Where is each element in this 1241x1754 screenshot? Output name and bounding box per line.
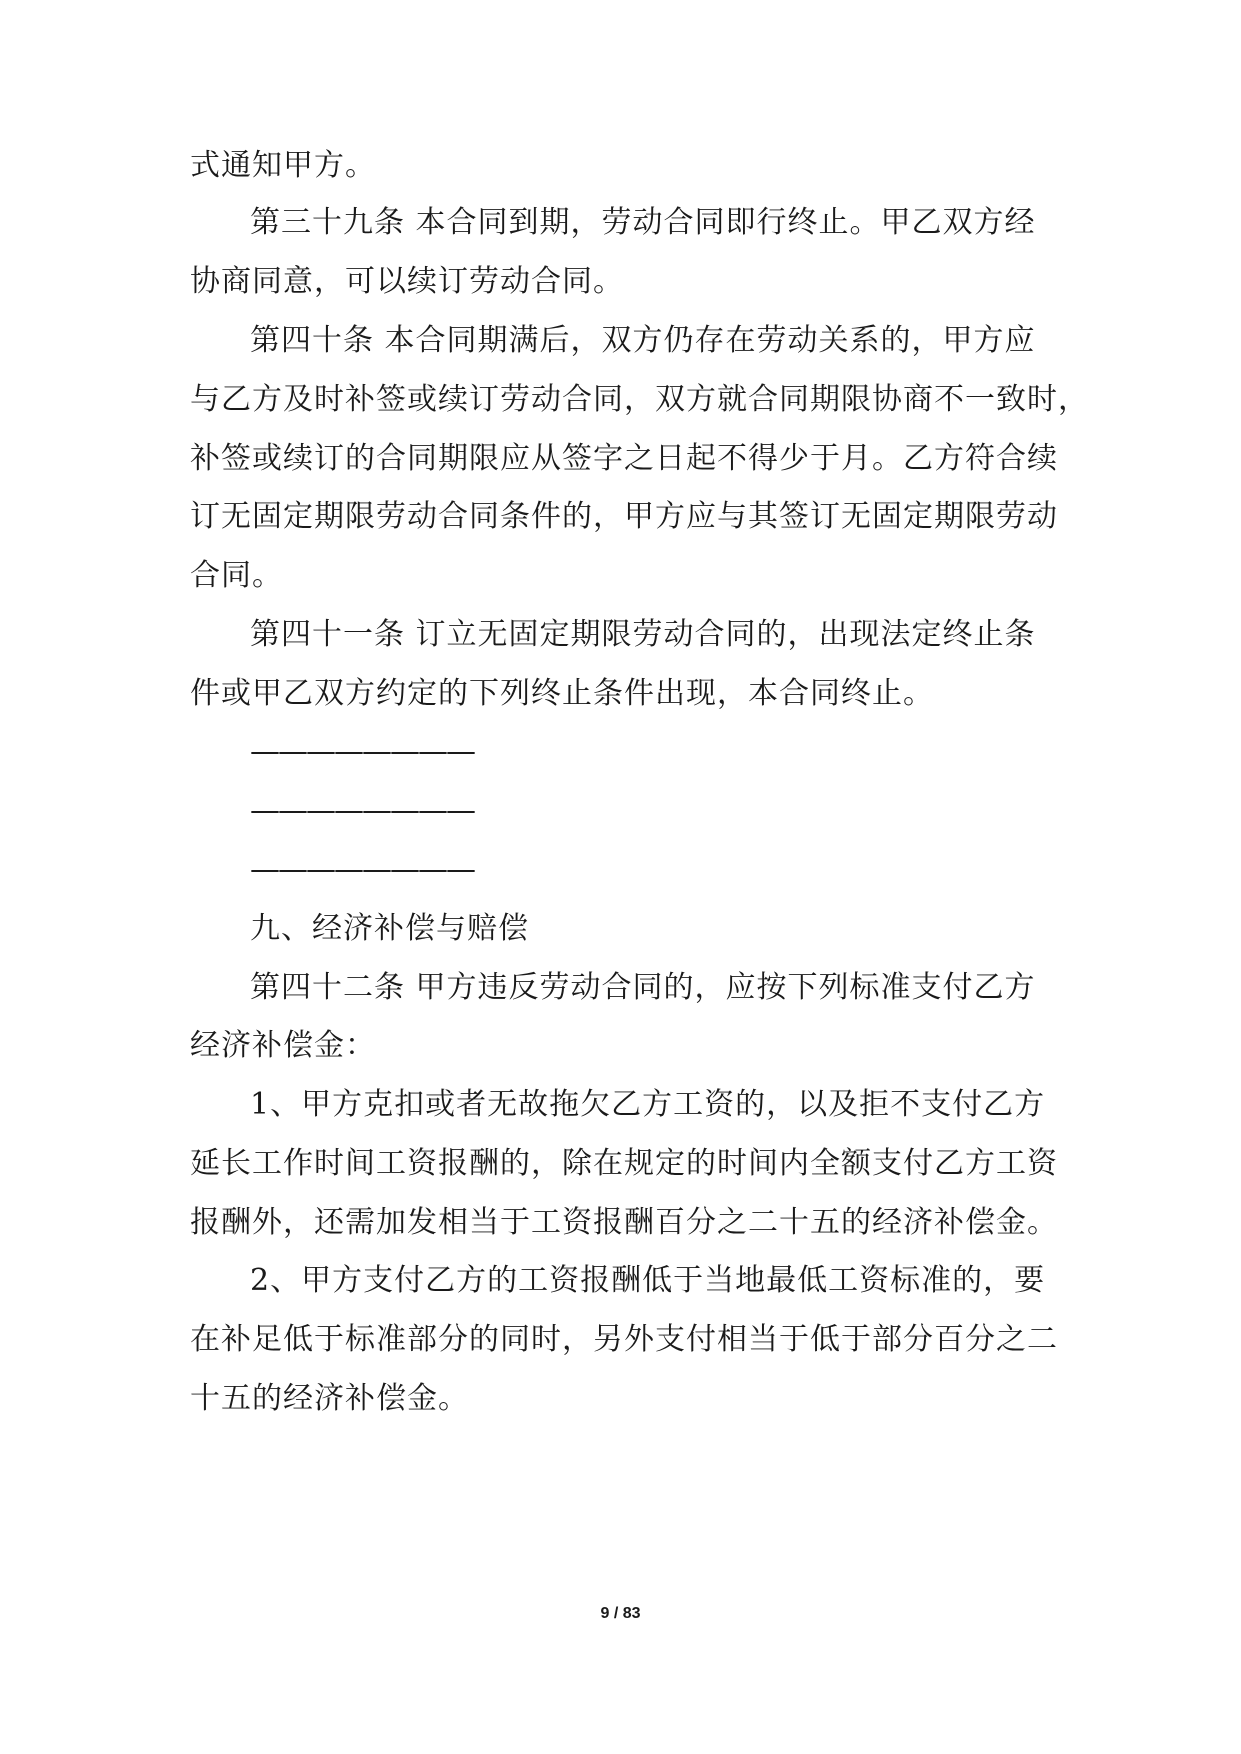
article-41-heading-line: 第四十一条 订立无固定期限劳动合同的，出现法定终止条 bbox=[250, 617, 1036, 652]
article-39-heading-line: 第三十九条 本合同到期，劳动合同即行终止。甲乙双方经 bbox=[250, 205, 1036, 240]
blank-fill-line: ———————— bbox=[250, 793, 474, 828]
blank-fill-line: ———————— bbox=[250, 852, 474, 887]
text-line: 式通知甲方。 bbox=[190, 148, 376, 183]
article-42-heading-line: 第四十二条 甲方违反劳动合同的，应按下列标准支付乙方 bbox=[250, 970, 1036, 1005]
list-item-2-line: 2、甲方支付乙方的工资报酬低于当地最低工资标准的，要 bbox=[250, 1263, 1046, 1298]
text-line: 补签或续订的合同期限应从签字之日起不得少于月。乙方符合续 bbox=[190, 441, 1058, 476]
text-line: 件或甲乙双方约定的下列终止条件出现，本合同终止。 bbox=[190, 676, 934, 711]
text-line: 订无固定期限劳动合同条件的，甲方应与其签订无固定期限劳动 bbox=[190, 499, 1058, 534]
text-line: 协商同意，可以续订劳动合同。 bbox=[190, 264, 624, 299]
text-line: 报酬外，还需加发相当于工资报酬百分之二十五的经济补偿金。 bbox=[190, 1205, 1058, 1240]
text-line: 延长工作时间工资报酬的，除在规定的时间内全额支付乙方工资 bbox=[190, 1146, 1058, 1181]
blank-fill-line: ———————— bbox=[250, 734, 474, 769]
text-line: 十五的经济补偿金。 bbox=[190, 1381, 469, 1416]
text-line: 与乙方及时补签或续订劳动合同，双方就合同期限协商不一致时， bbox=[190, 382, 1089, 417]
list-item-1-line: 1、甲方克扣或者无故拖欠乙方工资的，以及拒不支付乙方 bbox=[250, 1087, 1046, 1122]
page-number: 9 / 83 bbox=[600, 1605, 641, 1622]
text-line: 合同。 bbox=[190, 558, 283, 593]
section-heading: 九、经济补偿与赔偿 bbox=[250, 911, 529, 946]
text-line: 在补足低于标准部分的同时，另外支付相当于低于部分百分之二 bbox=[190, 1322, 1058, 1357]
text-line: 经济补偿金： bbox=[190, 1028, 376, 1063]
article-40-heading-line: 第四十条 本合同期满后，双方仍存在劳动关系的，甲方应 bbox=[250, 323, 1036, 358]
